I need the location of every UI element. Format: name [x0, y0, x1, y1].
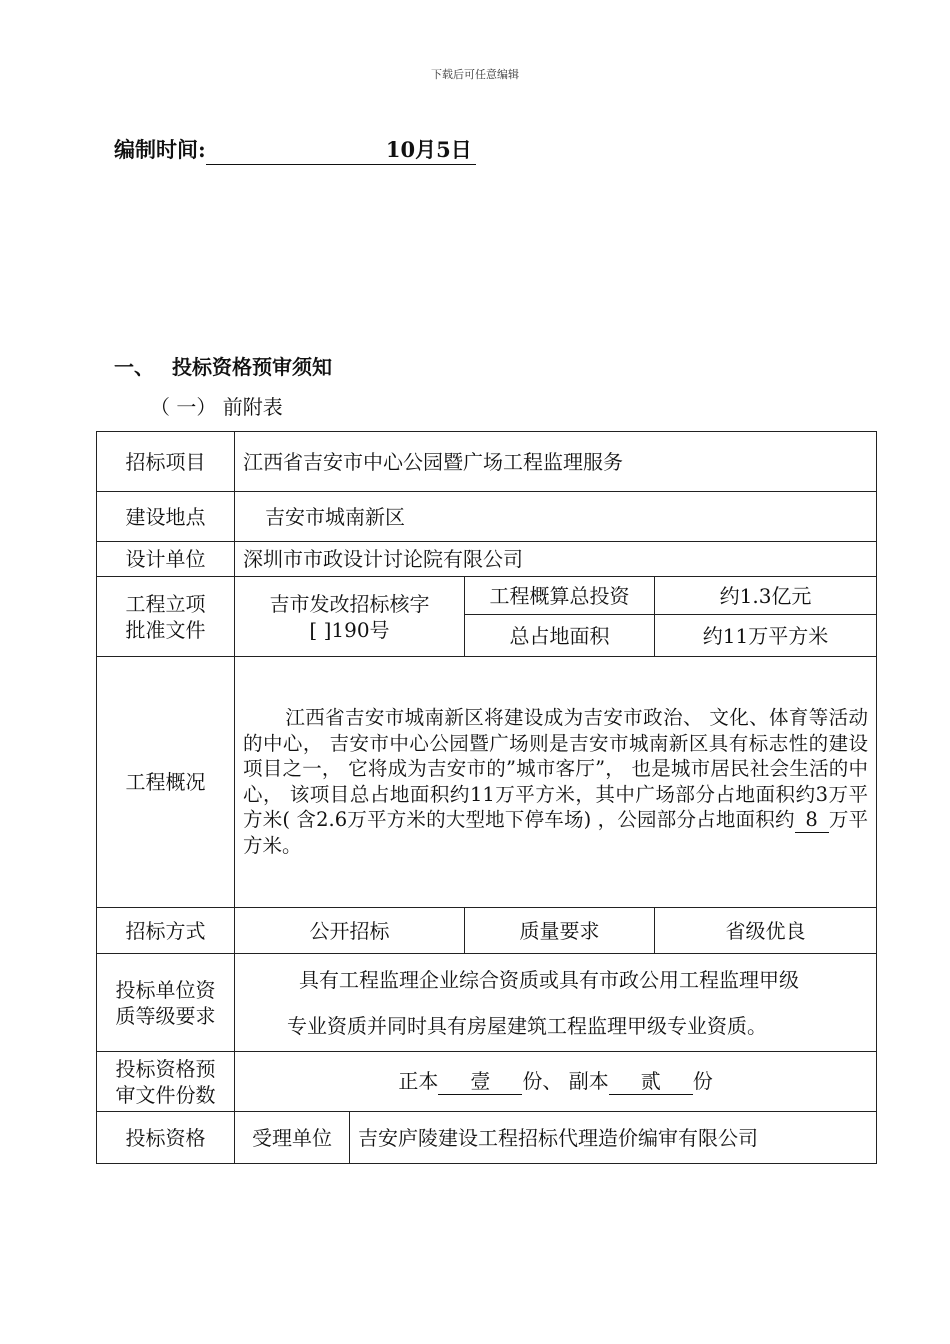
approval-value-line: [ ]190号 — [309, 617, 390, 642]
acceptance-unit-value: 吉安庐陵建设工程招标代理造价编审有限公司 — [350, 1112, 877, 1164]
location-label: 建设地点 — [97, 492, 235, 542]
investment-label: 工程概算总投资 — [465, 577, 655, 615]
subsection-title: （ 一） 前附表 — [150, 395, 283, 419]
table-row — [97, 908, 877, 954]
quality-label: 质量要求 — [465, 908, 655, 954]
investment-value: 约1.3亿元 — [655, 577, 877, 615]
qualification-line: 专业资质并同时具有房屋建筑工程监理甲级专业资质。 — [287, 1013, 767, 1038]
quality-value: 省级优良 — [655, 908, 877, 954]
table-row — [97, 432, 877, 492]
compile-date-value: 10月5日 — [206, 134, 476, 165]
area-label: 总占地面积 — [465, 615, 655, 657]
acceptance-label: 投标资格 — [97, 1112, 235, 1164]
copies-label-line: 审文件份数 — [115, 1082, 216, 1107]
copies-label-line: 投标资格预 — [115, 1056, 216, 1081]
qualification-label-line: 质等级要求 — [115, 1003, 216, 1028]
method-value: 公开招标 — [235, 908, 465, 954]
copies-original-label: 正本 — [398, 1069, 439, 1093]
approval-label — [97, 577, 235, 657]
qualification-value — [235, 954, 877, 1052]
compile-date-label: 编制时间: — [114, 137, 206, 162]
overview-underlined-value: 8 — [795, 807, 829, 833]
design-value: 深圳市市政设计讨论院有限公司 — [235, 542, 877, 577]
qualification-label — [97, 954, 235, 1052]
section-title — [114, 351, 332, 380]
approval-label-line: 批准文件 — [125, 617, 206, 642]
table-row — [97, 492, 877, 542]
method-label: 招标方式 — [97, 908, 235, 954]
section-title-text: 投标资格预审须知 — [172, 355, 332, 379]
copies-label — [97, 1052, 235, 1112]
project-label: 招标项目 — [97, 432, 235, 492]
acceptance-unit-label: 受理单位 — [235, 1112, 350, 1164]
location-value: 吉安市城南新区 — [235, 492, 877, 542]
overview-text — [235, 657, 877, 908]
approval-value — [235, 577, 465, 657]
overview-text-part: 江西省吉安市城南新区将建设成为吉安市政治、 文化、体育等活动的中心， 吉安市中心公园暨广场则是吉安市城南新区具有标志性的建设项目之一， 它将成为吉安市的”城市客厅”， 也是城市居民社会生活的中心， 该项目总占地面积约11万平方米，其中广场部分占地面积约3万平方米( 含2.6万平方米的大型地下停车场) ，公园部分占地面积约 — [243, 706, 869, 831]
area-value: 约11万平方米 — [655, 615, 877, 657]
copies-original-value: 壹 — [438, 1068, 522, 1095]
table-row — [97, 657, 877, 908]
table-row — [97, 954, 877, 1052]
table-row — [97, 542, 877, 577]
project-value: 江西省吉安市中心公园暨广场工程监理服务 — [235, 432, 877, 492]
overview-text-part: 万平方米。 — [243, 807, 869, 858]
table-row — [97, 577, 877, 615]
approval-value-line: 吉市发改招标核字 — [269, 591, 430, 616]
section-number: 一、 — [114, 355, 154, 379]
design-label: 设计单位 — [97, 542, 235, 577]
compile-date-line — [114, 134, 476, 165]
copies-unit: 份 — [692, 1069, 713, 1093]
qualification-label-line: 投标单位资 — [115, 977, 216, 1002]
table-row — [97, 1112, 877, 1164]
approval-label-line: 工程立项 — [125, 591, 206, 616]
table-row — [97, 1052, 877, 1112]
header-note: 下载后可任意编辑 — [431, 68, 519, 81]
attachment-table — [96, 431, 877, 1164]
copies-separator: 份、 副本 — [522, 1069, 609, 1093]
copies-copy-value: 贰 — [609, 1068, 693, 1095]
qualification-line: 具有工程监理企业综合资质或具有市政公用工程监理甲级 — [299, 967, 799, 992]
overview-label: 工程概况 — [97, 657, 235, 908]
copies-value — [235, 1052, 877, 1112]
